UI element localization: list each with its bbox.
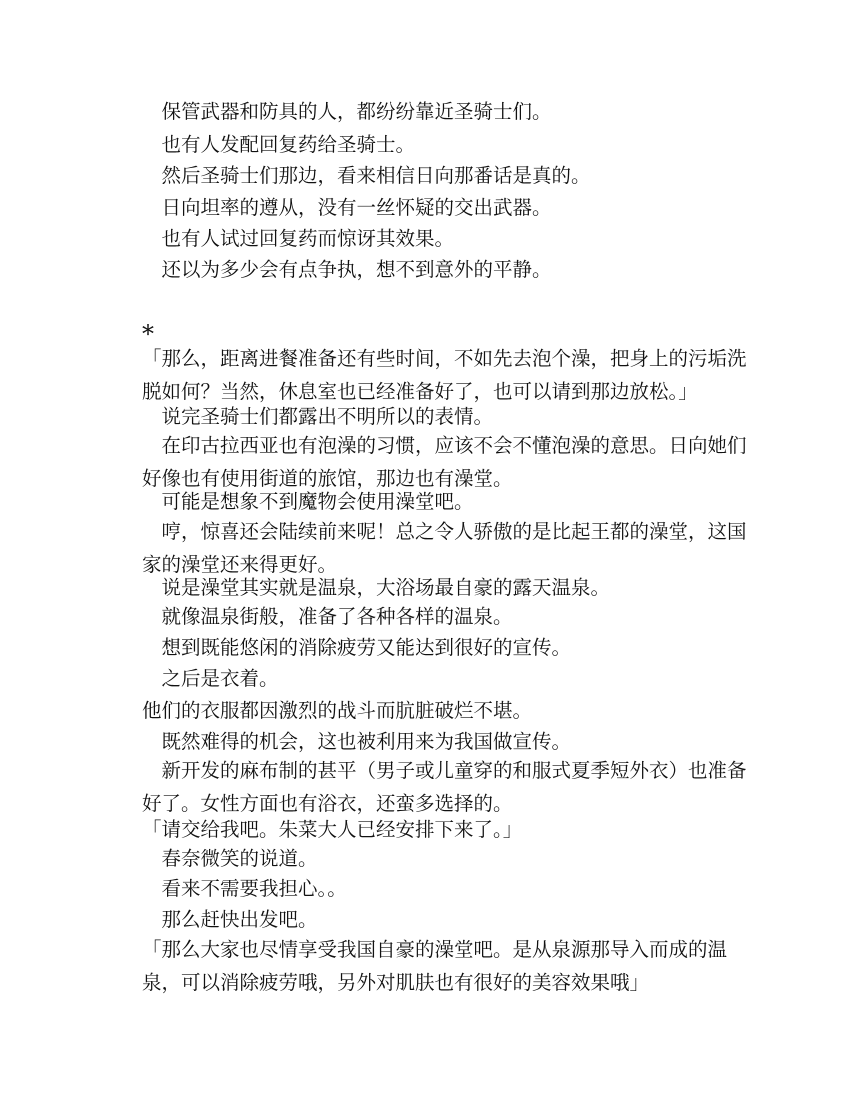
- paragraph: 那么赶快出发吧。: [142, 908, 318, 931]
- paragraph: 看来不需要我担心。。: [142, 877, 347, 900]
- paragraph: 在印古拉西亚也有泡澡的习惯，应该不会不懂泡澡的意思。日向她们好像也有使用街道的旅馆，那边也有澡堂。: [142, 434, 747, 490]
- paragraph: 新开发的麻布制的甚平（男子或儿童穿的和服式夏季短外衣）也准备好了。女性方面也有浴衣，还蛮多选择的。: [142, 759, 747, 815]
- paragraph: 春奈微笑的说道。: [142, 847, 318, 870]
- dialogue-paragraph: 「请交给我吧。朱菜大人已经安排下来了。」: [142, 818, 523, 841]
- paragraph: 就像温泉街般，准备了各种各样的温泉。: [142, 605, 513, 628]
- paragraph: 也有人发配回复药给圣骑士。: [142, 133, 416, 156]
- paragraph: 说是澡堂其实就是温泉，大浴场最自豪的露天温泉。: [142, 576, 611, 599]
- paragraph: 也有人试过回复药而惊讶其效果。: [142, 227, 455, 250]
- paragraph: 日向坦率的遵从，没有一丝怀疑的交出武器。: [142, 196, 552, 219]
- paragraph: 之后是衣着。: [142, 667, 279, 690]
- paragraph: 可能是想象不到魔物会使用澡堂吧。: [142, 490, 474, 513]
- paragraph: 然后圣骑士们那边，看来相信日向那番话是真的。: [142, 164, 591, 187]
- paragraph: 保管武器和防具的人，都纷纷靠近圣骑士们。: [142, 100, 552, 123]
- paragraph: 说完圣骑士们都露出不明所以的表情。: [142, 405, 494, 428]
- section-separator-star: *: [142, 320, 154, 348]
- paragraph: 既然难得的机会，这也被利用来为我国做宣传。: [142, 730, 572, 753]
- paragraph: 他们的衣服都因激烈的战斗而肮脏破烂不堪。: [142, 699, 533, 722]
- paragraph: 哼，惊喜还会陆续前来呢！总之令人骄傲的是比起王都的澡堂，这国家的澡堂还来得更好。: [142, 520, 747, 576]
- paragraph: 想到既能悠闲的消除疲劳又能达到很好的宣传。: [142, 636, 572, 659]
- dialogue-paragraph: 「那么大家也尽情享受我国自豪的澡堂吧。是从泉源那导入而成的温泉，可以消除疲劳哦，另外对肌肤也有很好的美容效果哦」: [142, 938, 728, 994]
- paragraph: 还以为多少会有点争执，想不到意外的平静。: [142, 258, 552, 281]
- dialogue-paragraph: 「那么，距离进餐准备还有些时间，不如先去泡个澡，把身上的污垢洗脱如何？当然，休息室也已经准备好了，也可以请到那边放松。」: [142, 347, 747, 403]
